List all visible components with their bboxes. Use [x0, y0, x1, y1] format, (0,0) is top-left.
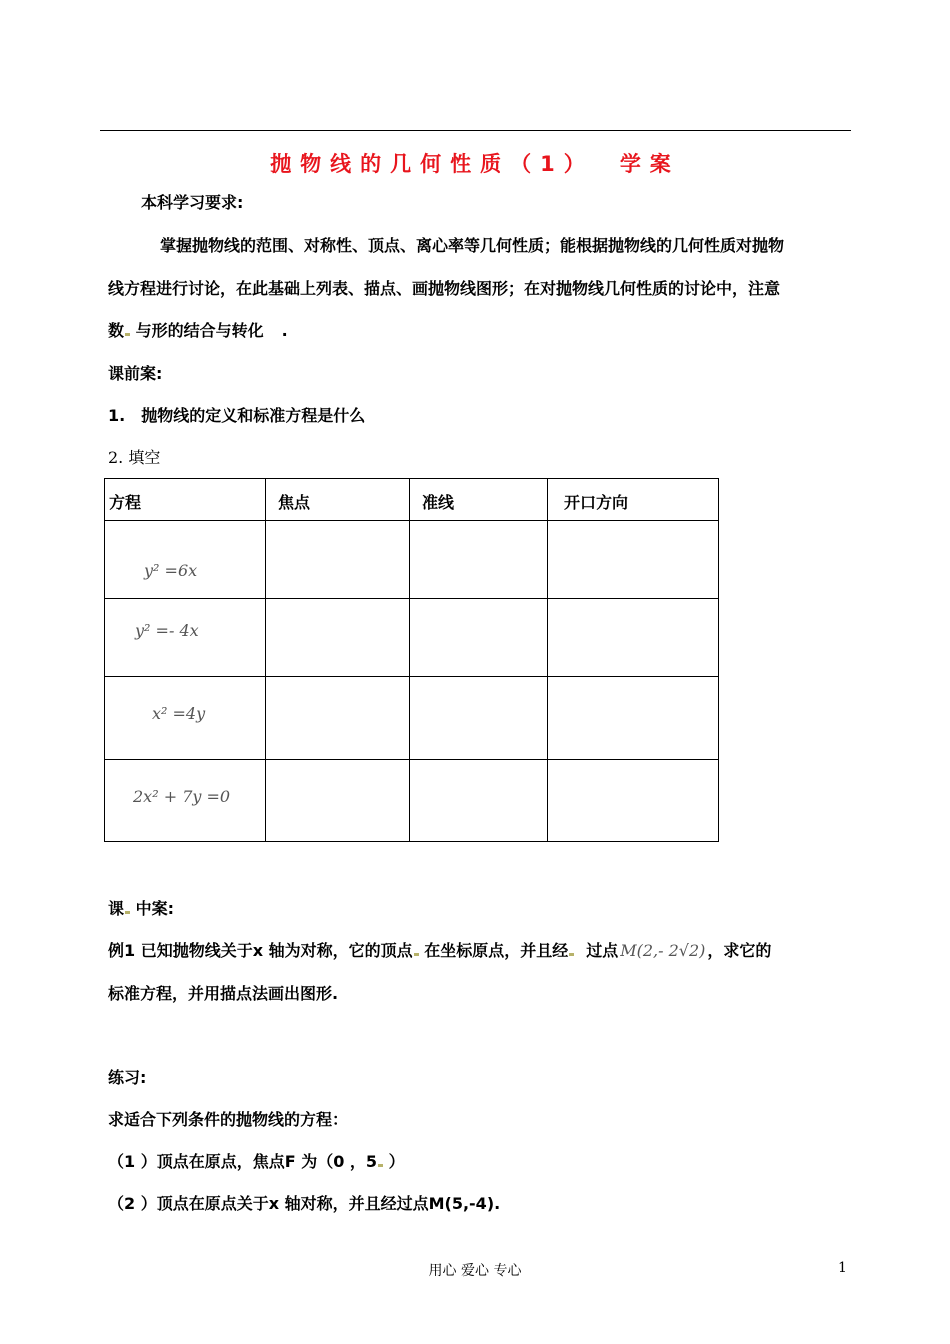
directrix-cell[interactable]: [410, 677, 548, 760]
opening-direction-cell[interactable]: [548, 521, 719, 599]
requirements-heading: 本科学习要求:: [141, 193, 244, 212]
question-1: 1. 抛物线的定义和标准方程是什么: [108, 406, 366, 425]
page-title: 抛物线的几何性质（1） 学案: [270, 152, 680, 176]
equation-cell: [105, 521, 266, 599]
table-header-cell: 准线: [410, 479, 548, 521]
table-header-cell: 开口方向: [548, 479, 719, 521]
focus-cell[interactable]: [266, 521, 410, 599]
table-header-cell: 焦点: [266, 479, 410, 521]
header-rule: [100, 130, 851, 131]
table-row: [105, 677, 719, 760]
equation: 2x² + 7y =0: [133, 787, 231, 806]
practice-item-2: （2 ）顶点在原点关于x 轴对称，并且经过点M(5,-4).: [108, 1194, 501, 1213]
example-1-line-1: 例1 已知抛物线关于x 轴为对称，它的顶点 在坐标原点，并且经 过点 M(2,- 2√2) ，求它的: [108, 941, 772, 960]
point-m: M(2,- 2√2): [620, 941, 706, 960]
practice-item-1: （1 ）顶点在原点，焦点F 为（0 ，5 ）: [108, 1152, 405, 1171]
equation: x² =4y: [152, 704, 206, 723]
focus-cell[interactable]: [266, 677, 410, 760]
directrix-cell[interactable]: [410, 599, 548, 677]
opening-direction-cell[interactable]: [548, 599, 719, 677]
directrix-cell[interactable]: [410, 521, 548, 599]
question-2: 2. 填空: [108, 448, 161, 467]
inclass-heading: 课 中案:: [108, 899, 174, 918]
equation-cell: [105, 599, 266, 677]
requirements-line-2: 线方程进行讨论，在此基础上列表、描点、画抛物线图形；在对抛物线几何性质的讨论中，注意: [108, 279, 781, 298]
table-header-cell: 方程: [105, 479, 266, 521]
table-row: [105, 521, 719, 599]
preclass-heading: 课前案:: [108, 364, 163, 383]
requirements-line-1: 掌握抛物线的范围、对称性、顶点、离心率等几何性质；能根据抛物线的几何性质对抛物: [160, 236, 785, 255]
equation: y² =6x: [144, 561, 198, 580]
practice-intro: 求适合下列条件的抛物线的方程：: [108, 1110, 349, 1129]
directrix-cell[interactable]: [410, 760, 548, 842]
footer-motto: 用心 爱心 专心: [428, 1263, 522, 1279]
table-row: [105, 599, 719, 677]
opening-direction-cell[interactable]: [548, 677, 719, 760]
fill-table: [104, 478, 719, 842]
table-row: [105, 760, 719, 842]
opening-direction-cell[interactable]: [548, 760, 719, 842]
example-1-line-2: 标准方程，并用描点法画出图形.: [108, 984, 339, 1003]
equation-cell: [105, 760, 266, 842]
practice-heading: 练习:: [108, 1068, 147, 1087]
focus-cell[interactable]: [266, 760, 410, 842]
requirements-line-3: 数 与形的结合与转化 .: [108, 321, 288, 340]
equation: y² =- 4x: [135, 621, 199, 640]
equation-cell: [105, 677, 266, 760]
focus-cell[interactable]: [266, 599, 410, 677]
table-header-row: [105, 479, 719, 521]
page-number: 1: [838, 1260, 847, 1276]
